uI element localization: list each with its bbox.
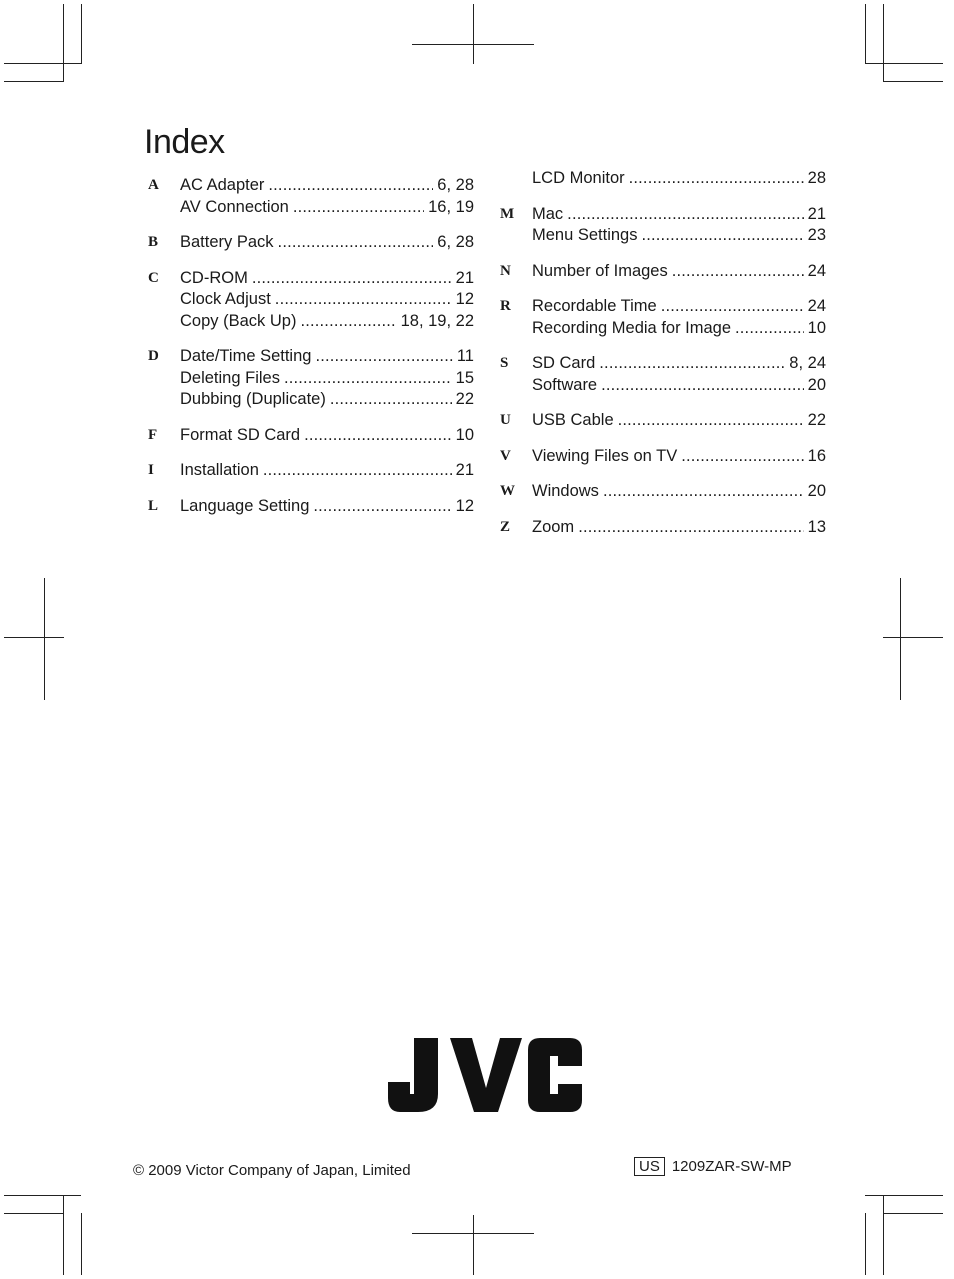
index-entries	[532, 446, 826, 468]
dot-leader	[278, 232, 434, 254]
index-entry-pages: 20	[807, 482, 826, 500]
index-entries	[180, 346, 474, 411]
index-entry-pages: 22	[455, 390, 474, 408]
page-title: Index	[144, 123, 225, 161]
dot-leader	[330, 389, 452, 411]
dot-leader	[268, 175, 433, 197]
index-entry-name: Menu Settings	[532, 226, 638, 244]
index-letter: U	[500, 412, 511, 428]
index-group	[500, 410, 826, 432]
index-letter: A	[148, 177, 159, 193]
index-entry	[180, 311, 474, 333]
index-entry-pages: 10	[807, 318, 826, 337]
dot-leader	[629, 168, 804, 190]
dot-leader	[681, 446, 803, 468]
dot-leader	[293, 197, 424, 219]
dot-leader	[313, 496, 451, 518]
index-entries	[532, 353, 826, 396]
index-entry	[532, 204, 826, 226]
index-entry-name: Copy (Back Up)	[180, 311, 297, 330]
index-entry-name: CD-ROM	[180, 268, 248, 287]
index-entry	[532, 225, 826, 247]
index-entry-pages: 8, 24	[789, 354, 826, 372]
dot-leader	[599, 353, 785, 375]
index-entries	[180, 232, 474, 254]
index-entry-name: USB Cable	[532, 411, 614, 429]
index-entry-name: Installation	[180, 461, 259, 479]
index-entry	[180, 460, 474, 482]
index-entry-name: SD Card	[532, 354, 596, 372]
index-group	[148, 346, 474, 411]
index-entry	[532, 296, 826, 318]
index-letter: S	[500, 355, 509, 371]
index-entry-pages: 20	[807, 375, 826, 394]
index-group	[500, 517, 826, 539]
dot-leader	[315, 346, 452, 368]
index-group	[500, 204, 826, 247]
index-entry-pages: 22	[807, 411, 826, 429]
index-letter: M	[500, 205, 515, 222]
index-letter: I	[148, 462, 154, 478]
index-entry-name: Battery Pack	[180, 233, 274, 251]
index-entries	[180, 460, 474, 482]
index-entries	[532, 296, 826, 339]
dot-leader	[263, 460, 452, 482]
index-entry	[532, 318, 826, 340]
dot-leader	[252, 268, 452, 290]
index-entry	[532, 353, 826, 375]
index-letter: D	[148, 348, 159, 364]
index-group	[500, 446, 826, 468]
region-badge: US	[634, 1157, 665, 1176]
index-entry	[180, 268, 474, 290]
dot-leader	[603, 481, 804, 503]
index-entry-pages: 12	[455, 290, 474, 308]
index-entry-pages: 21	[807, 204, 826, 223]
index-entry-name: AV Connection	[180, 197, 289, 216]
dot-leader	[300, 311, 396, 333]
dot-leader	[578, 517, 803, 539]
index-entries	[532, 410, 826, 432]
index-entry	[180, 368, 474, 390]
index-entry-name: Number of Images	[532, 261, 668, 280]
index-entry-name: Deleting Files	[180, 368, 280, 387]
index-entry	[180, 232, 474, 254]
index-entry-name: Zoom	[532, 517, 575, 536]
index-group	[148, 496, 474, 518]
index-entry-name: Viewing Files on TV	[532, 446, 678, 465]
index-entry	[532, 410, 826, 432]
doc-code-text: 1209ZAR-SW-MP	[671, 1158, 792, 1175]
index-letter: W	[500, 483, 515, 499]
dot-leader	[284, 368, 452, 390]
index-entry-pages: 11	[456, 347, 474, 365]
index-letter: V	[500, 447, 511, 464]
index-entry-name: Clock Adjust	[180, 290, 271, 308]
index-entries	[532, 168, 826, 190]
index-entry-pages: 24	[807, 297, 826, 315]
index-entries	[532, 481, 826, 503]
jvc-logo	[386, 1036, 584, 1114]
index-entry-pages: 6, 28	[437, 176, 474, 194]
index-letter	[500, 168, 532, 190]
index-entry-name: Mac	[532, 204, 564, 223]
index-entry-pages: 13	[807, 517, 826, 536]
index-entry-pages: 21	[455, 268, 474, 287]
index-entry-name: AC Adapter	[180, 176, 265, 194]
index-group	[500, 353, 826, 396]
index-entry-pages: 28	[807, 169, 826, 187]
index-entry	[532, 168, 826, 190]
index-entries	[180, 175, 474, 218]
index-group	[500, 481, 826, 503]
index-entry-pages: 16	[807, 446, 826, 465]
index-column-right	[500, 168, 826, 552]
index-group	[148, 232, 474, 254]
index-entry-name: Dubbing (Duplicate)	[180, 390, 326, 408]
index-letter: F	[148, 426, 158, 443]
index-group	[148, 460, 474, 482]
index-group	[148, 175, 474, 218]
index-entry-pages: 21	[455, 461, 474, 479]
index-letter: N	[500, 262, 511, 279]
index-group	[500, 296, 826, 339]
dot-leader	[601, 375, 804, 397]
dot-leader	[735, 318, 804, 340]
index-entry-pages: 23	[807, 226, 826, 244]
index-entry-name: Format SD Card	[180, 425, 301, 444]
index-letter: B	[148, 234, 159, 250]
index-entry-name: Language Setting	[180, 496, 310, 515]
dot-leader	[567, 204, 803, 226]
index-entry	[180, 425, 474, 447]
index-entry	[532, 481, 826, 503]
index-entries	[180, 496, 474, 518]
index-entry	[532, 446, 826, 468]
copyright-text: © 2009 Victor Company of Japan, Limited	[133, 1162, 411, 1179]
index-letter: R	[500, 298, 511, 314]
dot-leader	[641, 225, 803, 247]
index-entry-name: Windows	[532, 482, 599, 500]
index-entries	[532, 517, 826, 539]
index-entry	[180, 496, 474, 518]
index-entry-name: Date/Time Setting	[180, 347, 312, 365]
index-group	[500, 168, 826, 190]
index-entry	[532, 261, 826, 283]
dot-leader	[304, 425, 452, 447]
index-entry	[180, 346, 474, 368]
index-entry	[532, 517, 826, 539]
index-letter: Z	[500, 518, 511, 535]
index-letter: C	[148, 269, 159, 286]
index-letter: L	[148, 497, 159, 514]
index-entry-pages: 6, 28	[437, 233, 474, 251]
index-entry-pages: 24	[807, 261, 826, 280]
index-group	[148, 268, 474, 333]
index-column-left	[148, 175, 474, 531]
index-entry-pages: 12	[455, 496, 474, 515]
index-entry-name: Recording Media for Image	[532, 318, 732, 337]
index-entries	[532, 204, 826, 247]
index-entry-name: LCD Monitor	[532, 169, 625, 187]
dot-leader	[661, 296, 804, 318]
dot-leader	[672, 261, 804, 283]
document-code	[634, 1157, 792, 1176]
index-entries	[180, 425, 474, 447]
index-entry-pages: 18, 19, 22	[400, 311, 474, 330]
dot-leader	[618, 410, 804, 432]
index-entry	[180, 389, 474, 411]
index-group	[148, 425, 474, 447]
index-entry	[180, 197, 474, 219]
index-entry-pages: 10	[455, 425, 474, 444]
index-entry-name: Recordable Time	[532, 297, 657, 315]
index-entry	[180, 175, 474, 197]
index-entry-name: Software	[532, 375, 598, 394]
index-entry-pages: 15	[455, 368, 474, 387]
index-group	[500, 261, 826, 283]
index-entry-pages: 16, 19	[428, 197, 474, 216]
index-entry	[532, 375, 826, 397]
index-entry	[180, 289, 474, 311]
index-entries	[532, 261, 826, 283]
dot-leader	[275, 289, 452, 311]
index-entries	[180, 268, 474, 333]
